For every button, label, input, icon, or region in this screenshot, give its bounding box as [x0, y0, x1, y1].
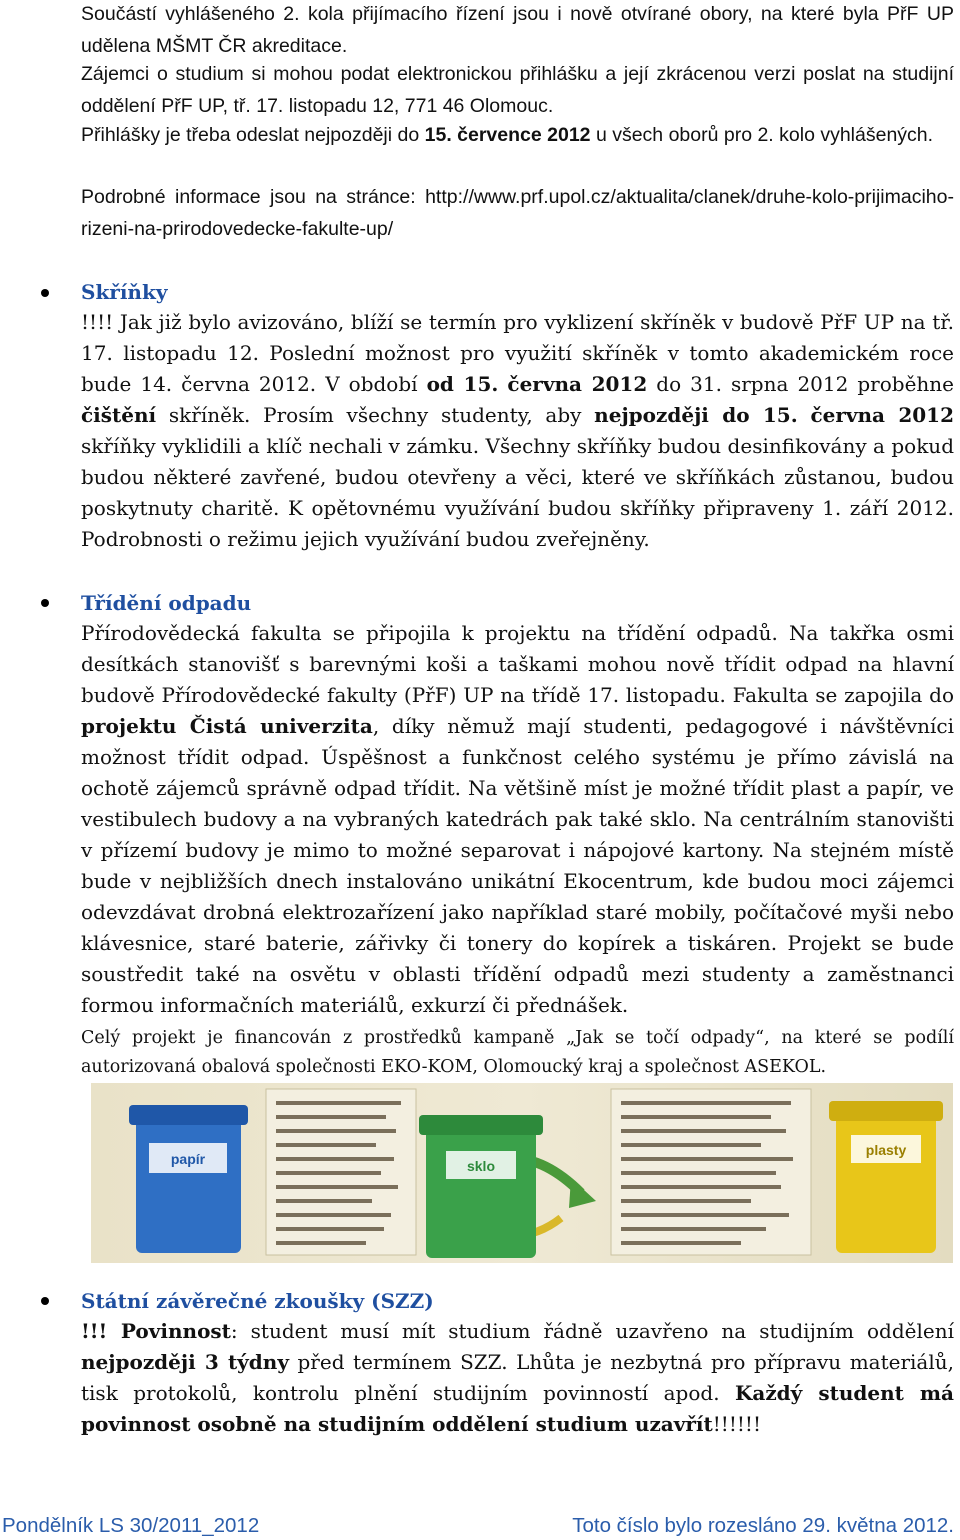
intro-paragraph-2: Zájemci o studium si mohou podat elektronickou přihlášku a její zkrácenou verzi poslat na studijní oddělení PřF UP, tř. 17. listopadu 12, 771 46 Olomouc.: [81, 63, 954, 117]
waste-funding-note: Celý projekt je financován z prostředků kampaně „Jak se točí odpady“, na které se podílí autorizovaná obalová společnosti EKO-KOM, Olomoucký kraj a společnost ASEKOL.: [81, 1028, 954, 1077]
szz-heading: Státní závěrečné zkoušky (SZZ): [81, 1289, 434, 1313]
waste-paragraph: Přírodovědecká fakulta se připojila k projektu na třídění odpadů. Na takřka osmi desítkách stanovišť s barevnými koši a taškami mohou nově třídit odpad na hlavní budově Přírodovědecké fakulty (PřF) UP na třídě 17. listopadu. Fakulta se zapojila do projektu Čistá univerzita, díky němuž mají studenti, pedagogové i návštěvníci možnost třídit odpad. Úspěšnost a funkčnost celého systému je přímo závislá na ochotě zájemců správně odpad třídit. Na většině míst je možné třídit plast a papír, ve vestibulech budovy a na vybraných katedrách pak také sklo. Na centrálním stanovišti v přízemí budovy je mimo to možné separovat i nápojové kartony. Na stejném místě bude v nejbližších dnech instalováno unikátní Ekocentrum, kde budou moci zájemci odevzdávat drobná elektrozařízení jako například staré mobily, počítačové myši nebo klávesnice, staré baterie, zářivky či tonery do kopírek a tiskáren. Projekt se bude soustředit také na osvětu v oblasti třídění odpadů mezi studenty a zaměstnanci formou informačních materiálů, exkurzí či přednášek.: [81, 621, 954, 1017]
bullet: [41, 1297, 49, 1305]
intro-paragraph-3: Přihlášky je třeba odeslat nejpozději do 15. července 2012 u všech oborů pro 2. kolo vyhlášených.: [81, 124, 934, 146]
lockers-heading: Skříňky: [81, 280, 168, 304]
lockers-paragraph: !!!! Jak již bylo avizováno, blíží se termín pro vyklizení skříněk v budově PřF UP na tř. 17. listopadu 12. Poslední možnost pro využití skříněk v tomto akademickém roce bude 14. června 2012. V období od 15. června 2012 do 31. srpna 2012 proběhne čištění skříněk. Prosím všechny studenty, aby nejpozději do 15. června 2012 skříňky vyklidili a klíč nechali v zámku. Všechny skříňky budou desinfikovány a pokud budou některé zavřené, budou otevřeny a věci, které ve skříňkách zůstanou, budou poskytnuty charitě. K opětovnému využívání budou skříňky připraveny 1. září 2012. Podrobnosti o režimu jejich využívání budou zveřejněny.: [81, 310, 955, 551]
footer-issue: Pondělník LS 30/2011_2012: [2, 1514, 260, 1537]
recycling-bins-image: [91, 1083, 953, 1263]
glass-bin: [419, 1115, 543, 1258]
szz-paragraph: !!! Povinnost: student musí mít studium řádně uzavřeno na studijním oddělení nejpozději 3 týdny před termínem SZZ. Lhůta je nezbytná pro přípravu materiálů, tisk protokolů, kontrolu plnění studijním povinností apod. Každý student má povinnost osobně na studijním oddělení studium uzavřít!!!!!!: [81, 1319, 954, 1436]
plastic-bin-label: plasty: [865, 1142, 907, 1158]
bullet: [41, 289, 49, 297]
intro-paragraph-4: Podrobné informace jsou na stránce: http://www.prf.upol.cz/aktualita/clanek/druhe-kolo-prijimaciho-rizeni-na-prirodovedecke-fakulte-up/: [81, 186, 954, 240]
plastic-bin: [829, 1101, 943, 1253]
deadline-date: 15. července 2012: [424, 124, 591, 146]
bullet: [41, 599, 49, 607]
paper-bin: [129, 1105, 248, 1253]
glass-bin-label: sklo: [466, 1158, 496, 1174]
recycling-bins-illustration: [91, 1083, 953, 1263]
intro-paragraph-1: Součástí vyhlášeného 2. kola přijímacího řízení jsou i nově otvírané obory, na které byla PřF UP udělena MŠMT ČR akreditace.: [81, 3, 954, 57]
waste-heading: Třídění odpadu: [81, 591, 252, 615]
footer-sent-date: Toto číslo bylo rozesláno 29. května 2012.: [572, 1514, 954, 1537]
paper-bin-label: papír: [170, 1151, 206, 1167]
